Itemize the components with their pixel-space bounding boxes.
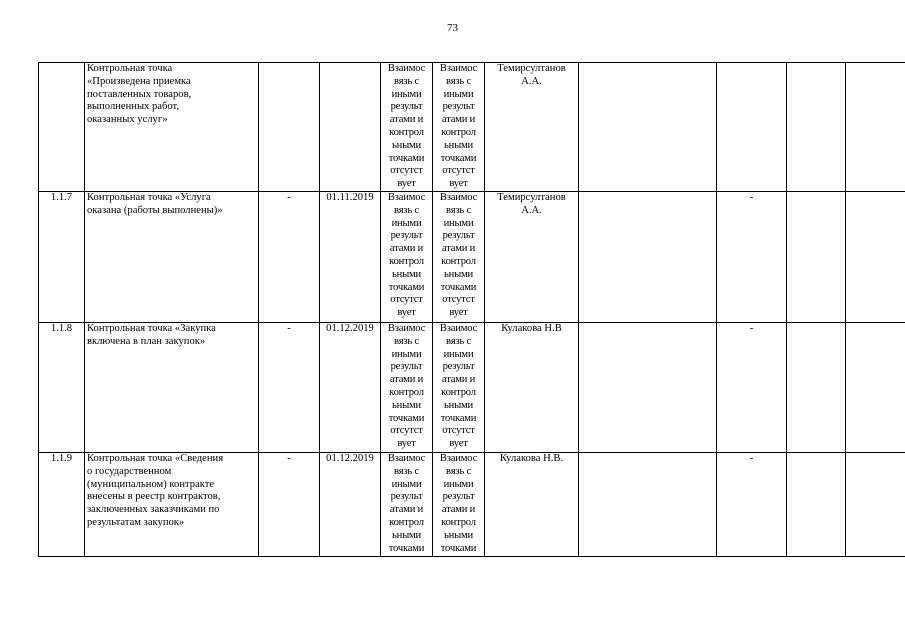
cell-line: Кулакова Н.В. — [499, 452, 564, 464]
cell-number: 1.1.7 — [39, 191, 85, 322]
cell-col3 — [259, 63, 320, 192]
cell-line: вязь с — [394, 75, 419, 87]
cell-line: контрол — [441, 386, 476, 398]
cell-line: (муниципальном) контракте — [87, 478, 215, 490]
cell-line: Взаимос — [387, 191, 426, 203]
cell-col12 — [846, 63, 905, 192]
table-body — [39, 63, 905, 557]
cell-col12 — [846, 322, 905, 452]
cell-col9 — [579, 191, 717, 322]
cell-relation-2 — [433, 452, 485, 556]
cell-col11 — [787, 63, 846, 192]
cell-col12 — [846, 452, 905, 556]
cell-line: ьными — [444, 139, 473, 151]
cell-col11 — [787, 452, 846, 556]
cell-line: отсутст — [390, 294, 423, 306]
cell-line: Темирсултанов — [497, 191, 566, 203]
cell-line: иными — [443, 478, 474, 490]
cell-relation-2 — [433, 322, 485, 452]
cell-relation-1 — [381, 452, 433, 556]
cell-line: результ — [442, 101, 475, 113]
cell-line: атами и — [389, 374, 424, 386]
cell-col3: - — [259, 191, 320, 322]
cell-col9 — [579, 63, 717, 192]
control-points-table — [38, 62, 905, 557]
cell-control-point — [85, 452, 259, 556]
cell-line: вязь с — [394, 204, 419, 216]
cell-line: ьными — [392, 399, 421, 411]
cell-line: иными — [443, 217, 474, 229]
cell-line: вязь с — [394, 465, 419, 477]
cell-line: вязь с — [446, 204, 471, 216]
cell-line: отсутст — [442, 425, 475, 437]
cell-line: отсутст — [442, 165, 475, 177]
table-row — [39, 63, 905, 192]
cell-line: точками — [388, 542, 425, 554]
cell-number — [39, 63, 85, 192]
cell-col12 — [846, 191, 905, 322]
cell-relation-1 — [381, 322, 433, 452]
cell-line: отсутст — [390, 165, 423, 177]
cell-line: вует — [397, 438, 416, 450]
cell-line: результ — [390, 101, 423, 113]
cell-line: Взаимос — [439, 322, 478, 334]
cell-control-point — [85, 322, 259, 452]
cell-line: внесены в реестр контрактов, — [87, 491, 221, 503]
cell-line: точками — [388, 412, 425, 424]
cell-responsible — [485, 452, 579, 556]
cell-control-point — [85, 191, 259, 322]
cell-number: 1.1.8 — [39, 322, 85, 452]
cell-line: точками — [388, 152, 425, 164]
cell-line: иными — [443, 348, 474, 360]
cell-line: вует — [449, 178, 468, 190]
cell-line: вует — [449, 307, 468, 319]
cell-line: ьными — [392, 139, 421, 151]
cell-line: результ — [390, 491, 423, 503]
cell-line: Взаимос — [387, 322, 426, 334]
cell-line: результ — [442, 491, 475, 503]
page-number: 73 — [447, 22, 458, 34]
cell-line: иными — [391, 478, 422, 490]
cell-line: вязь с — [446, 465, 471, 477]
cell-line: иными — [391, 88, 422, 100]
cell-line: атами и — [389, 243, 424, 255]
cell-line: отсутст — [390, 425, 423, 437]
cell-line: точками — [440, 152, 477, 164]
cell-responsible — [485, 63, 579, 192]
cell-line: точками — [440, 542, 477, 554]
cell-line: ьными — [444, 268, 473, 280]
cell-line: ьными — [392, 529, 421, 541]
table-row — [39, 191, 905, 322]
cell-line: Взаимос — [439, 191, 478, 203]
cell-line: иными — [443, 88, 474, 100]
cell-line: Взаимос — [387, 63, 426, 74]
cell-col10 — [717, 63, 787, 192]
cell-responsible — [485, 191, 579, 322]
cell-line: вует — [397, 307, 416, 319]
cell-line: атами и — [441, 243, 476, 255]
cell-col10: - — [717, 191, 787, 322]
cell-line: контрол — [441, 126, 476, 138]
cell-line: контрол — [389, 255, 424, 267]
cell-col11 — [787, 191, 846, 322]
cell-col3: - — [259, 452, 320, 556]
cell-line: контрол — [441, 516, 476, 528]
cell-line: результ — [442, 230, 475, 242]
cell-line: точками — [440, 412, 477, 424]
cell-line: контрол — [389, 386, 424, 398]
cell-line: ьными — [444, 529, 473, 541]
cell-col10: - — [717, 322, 787, 452]
cell-col9 — [579, 322, 717, 452]
cell-line: ьными — [392, 268, 421, 280]
cell-line: точками — [388, 281, 425, 293]
cell-date: 01.12.2019 — [320, 452, 381, 556]
cell-line: А.А. — [521, 204, 542, 216]
cell-line: вязь с — [446, 75, 471, 87]
cell-line: Контрольная точка «Закупка — [87, 322, 216, 334]
cell-number: 1.1.9 — [39, 452, 85, 556]
cell-line: результ — [442, 361, 475, 373]
cell-line: вует — [449, 438, 468, 450]
cell-line: включена в план закупок» — [87, 335, 206, 347]
cell-line: отсутст — [442, 294, 475, 306]
cell-col3: - — [259, 322, 320, 452]
cell-line: вязь с — [394, 335, 419, 347]
cell-line: контрол — [441, 255, 476, 267]
cell-date — [320, 63, 381, 192]
table-row — [39, 322, 905, 452]
cell-line: Темирсултанов — [497, 63, 566, 74]
cell-line: атами и — [441, 114, 476, 126]
cell-line: Контрольная точка «Услуга — [87, 191, 211, 203]
cell-line: оказанных услуг» — [87, 114, 168, 126]
cell-line: иными — [391, 348, 422, 360]
cell-line: заключенных заказчиками по — [87, 504, 220, 516]
cell-line: Контрольная точка — [87, 63, 173, 74]
cell-line: А.А. — [521, 75, 542, 87]
cell-line: результатам закупок» — [87, 516, 185, 528]
cell-relation-1 — [381, 63, 433, 192]
cell-col10: - — [717, 452, 787, 556]
cell-line: ьными — [444, 399, 473, 411]
cell-line: Взаимос — [387, 452, 426, 464]
cell-line: Взаимос — [439, 63, 478, 74]
cell-line: о государственном — [87, 465, 172, 477]
cell-col9 — [579, 452, 717, 556]
cell-line: вязь с — [446, 335, 471, 347]
cell-line: атами и — [389, 504, 424, 516]
cell-responsible — [485, 322, 579, 452]
cell-relation-1 — [381, 191, 433, 322]
cell-relation-2 — [433, 63, 485, 192]
cell-line: атами и — [389, 114, 424, 126]
cell-line: вует — [397, 178, 416, 190]
cell-line: оказана (работы выполнены)» — [87, 204, 223, 216]
cell-line: Взаимос — [439, 452, 478, 464]
cell-relation-2 — [433, 191, 485, 322]
cell-line: результ — [390, 230, 423, 242]
cell-line: «Произведена приемка — [87, 75, 191, 87]
cell-line: точками — [440, 281, 477, 293]
table-row — [39, 452, 905, 556]
cell-line: результ — [390, 361, 423, 373]
cell-line: иными — [391, 217, 422, 229]
cell-date: 01.12.2019 — [320, 322, 381, 452]
cell-line: контрол — [389, 126, 424, 138]
cell-line: атами и — [441, 504, 476, 516]
cell-date: 01.11.2019 — [320, 191, 381, 322]
cell-line: атами и — [441, 374, 476, 386]
cell-line: выполненных работ, — [87, 101, 180, 113]
cell-col11 — [787, 322, 846, 452]
cell-line: контрол — [389, 516, 424, 528]
cell-control-point — [85, 63, 259, 192]
cell-line: Кулакова Н.В — [501, 322, 562, 334]
cell-line: поставленных товаров, — [87, 88, 192, 100]
cell-line: Контрольная точка «Сведения — [87, 452, 224, 464]
